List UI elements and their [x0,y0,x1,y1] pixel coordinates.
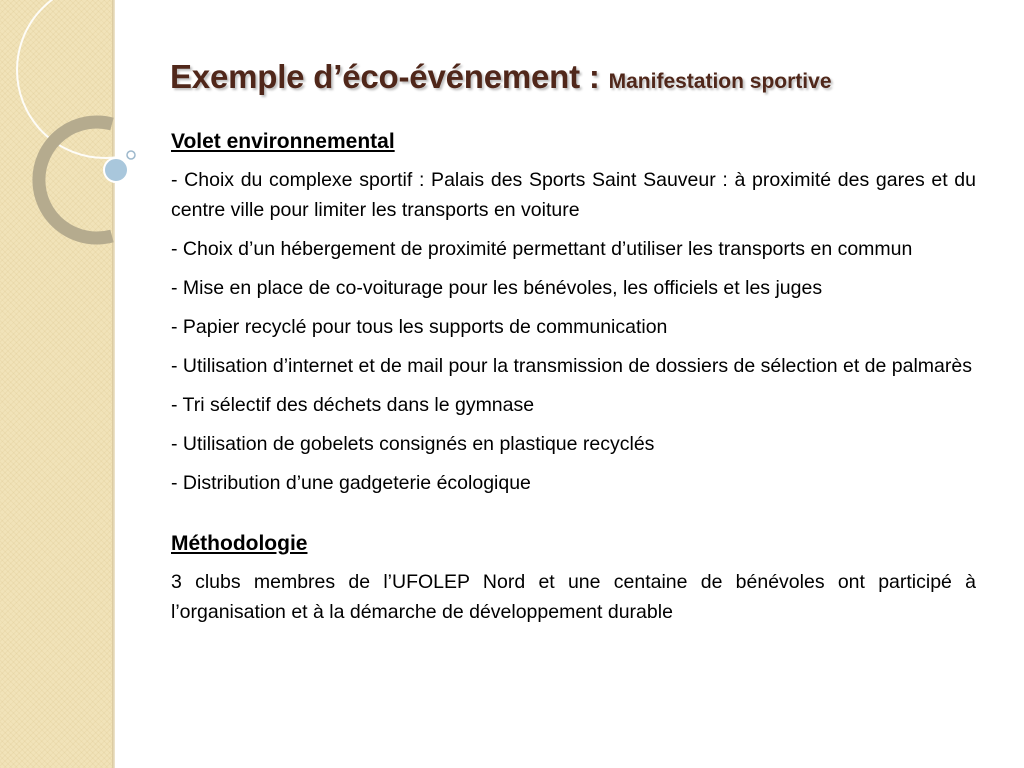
section-heading-environmental: Volet environnemental [171,130,395,153]
large-thin-ring [17,0,193,158]
environmental-item: - Tri sélectif des déchets dans le gymnase [171,394,535,416]
title-main: Exemple d’éco-événement : [170,58,609,95]
environmental-item: - Utilisation d’internet et de mail pour la transmission de dossiers de sélection et de palmarès [171,355,972,377]
section-spacer [171,507,976,529]
decorative-circles [0,0,200,260]
title-subtitle: Manifestation sportive [608,70,832,93]
environmental-item: - Choix du complexe sportif : Palais des Sports Saint Sauveur : à proximité des gares et du centre ville pour limiter les transports en voiture [171,169,976,221]
environmental-item: - Utilisation de gobelets consignés en plastique recyclés [171,433,655,455]
slide-body [171,127,976,636]
small-ring-icon [127,151,135,159]
methodology-text: 3 clubs membres de l’UFOLEP Nord et une centaine de bénévoles ont participé à l’organisation et à la démarche de développement durable [171,571,976,623]
environmental-item: - Mise en place de co-voiturage pour les bénévoles, les officiels et les juges [171,277,823,299]
slide-title [170,58,990,96]
thick-ring-arc [39,122,112,238]
environmental-item: - Choix d’un hébergement de proximité permettant d’utiliser les transports en commun [171,238,913,260]
blue-dot-icon [104,158,128,182]
environmental-item: - Distribution d’une gadgeterie écologique [171,472,531,494]
environmental-item: - Papier recyclé pour tous les supports de communication [171,316,668,338]
section-heading-methodology: Méthodologie [171,532,308,555]
